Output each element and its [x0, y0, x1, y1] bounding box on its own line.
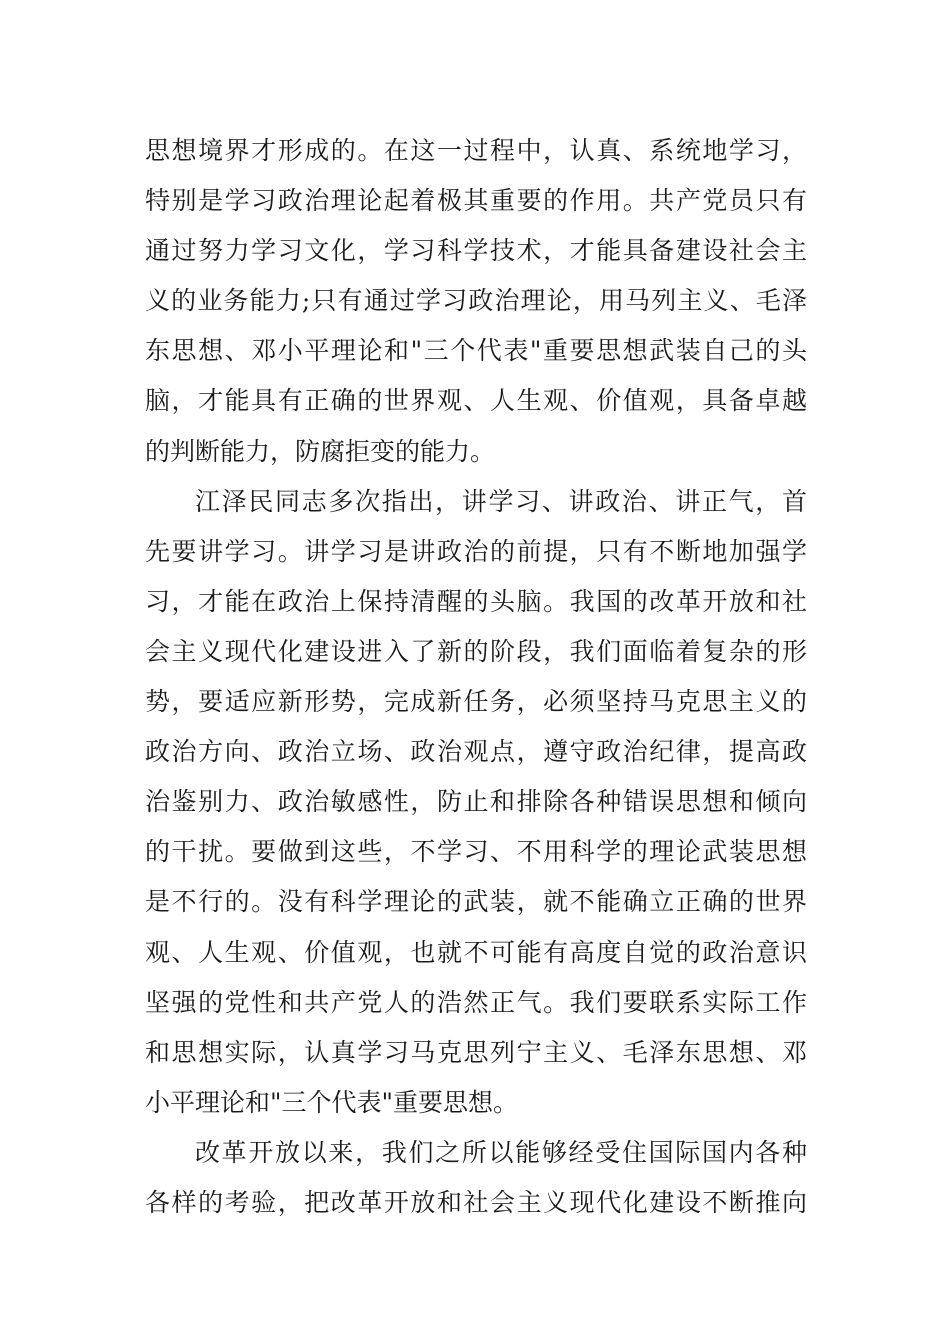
text-line: 先要讲学习。讲学习是讲政治的前提，只有不断地加强学	[145, 536, 807, 566]
text-line: 改革开放以来，我们之所以能够经受住国际国内各种	[195, 1137, 807, 1167]
text-line: 脑，才能具有正确的世界观、人生观、价值观，具备卓越	[145, 386, 807, 416]
text-line: 和思想实际，认真学习马克思列宁主义、毛泽东思想、邓	[145, 1037, 807, 1067]
text-line: 治鉴别力、政治敏感性，防止和排除各种错误思想和倾向	[145, 787, 807, 817]
text-line: 会主义现代化建设进入了新的阶段，我们面临着复杂的形	[145, 636, 807, 666]
text-line: 江泽民同志多次指出，讲学习、讲政治、讲正气，首	[195, 486, 807, 516]
text-line: 的判断能力，防腐拒变的能力。	[145, 436, 496, 466]
text-line: 各样的考验，把改革开放和社会主义现代化建设不断推向	[145, 1187, 807, 1217]
text-line: 特别是学习政治理论起着极其重要的作用。共产党员只有	[145, 186, 807, 216]
text-line: 是不行的。没有科学理论的武装，就不能确立正确的世界	[145, 887, 807, 917]
text-line: 通过努力学习文化，学习科学技术，才能具备建设社会主	[145, 236, 807, 266]
text-line: 东思想、邓小平理论和"三个代表"重要思想武装自己的头	[145, 336, 807, 366]
text-line: 习，才能在政治上保持清醒的头脑。我国的改革开放和社	[145, 586, 807, 616]
text-line: 政治方向、政治立场、政治观点，遵守政治纪律，提高政	[145, 737, 807, 767]
text-line: 的干扰。要做到这些，不学习、不用科学的理论武装思想	[145, 837, 807, 867]
document-body	[145, 126, 807, 1228]
text-line: 思想境界才形成的。在这一过程中，认真、系统地学习，	[145, 136, 807, 165]
text-line: 义的业务能力;只有通过学习政治理论，用马列主义、毛泽	[145, 286, 807, 316]
text-line: 小平理论和"三个代表"重要思想。	[145, 1087, 518, 1117]
text-line: 观、人生观、价值观，也就不可能有高度自觉的政治意识	[145, 937, 807, 967]
text-line: 势，要适应新形势，完成新任务，必须坚持马克思主义的	[145, 687, 807, 717]
text-line: 坚强的党性和共产党人的浩然正气。我们要联系实际工作	[145, 987, 807, 1017]
